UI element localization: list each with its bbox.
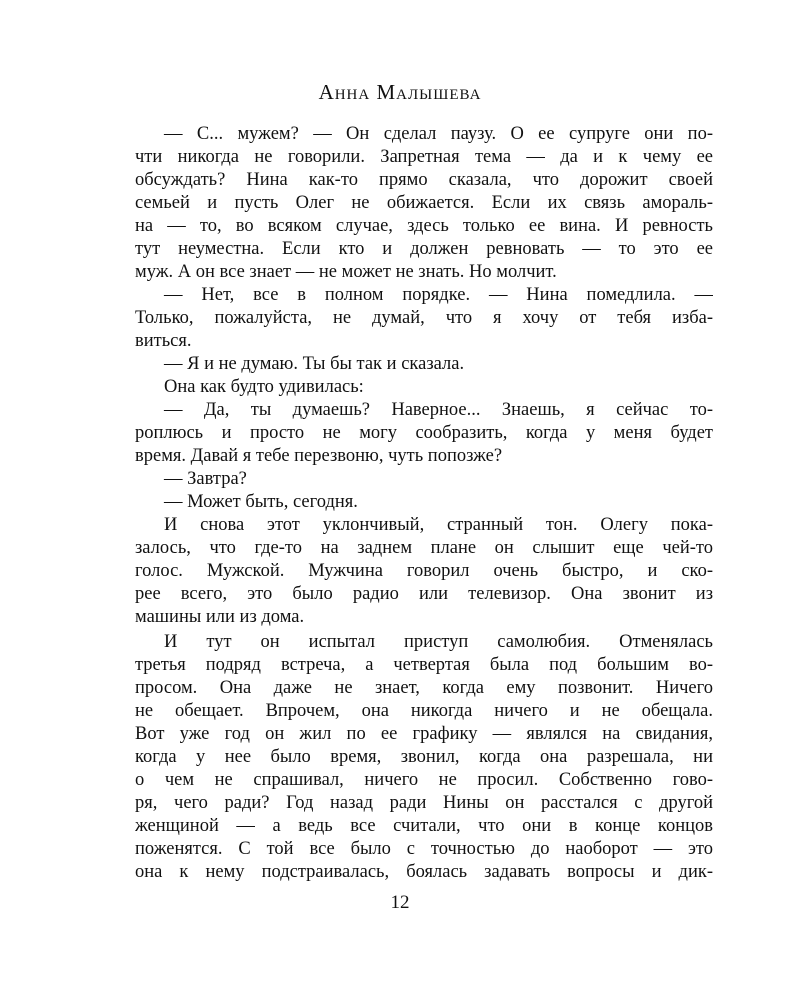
text-line: И тут он испытал приступ самолюбия. Отменялась: [164, 632, 713, 652]
text-line: виться.: [135, 331, 192, 351]
text-line: — Я и не думаю. Ты бы так и сказала.: [164, 354, 465, 374]
text-line: Только, пожалуйста, не думай, что я хочу от тебя изба-: [135, 308, 713, 328]
text-line: она к нему подстраивалась, боялась задавать вопросы и дик-: [135, 862, 713, 882]
text-line: голос. Мужской. Мужчина говорил очень быстро, и ско-: [135, 561, 713, 581]
text-line: роплюсь и просто не могу сообразить, когда у меня будет: [135, 423, 713, 443]
text-line: поженятся. С той все было с точностью до наоборот — это: [135, 839, 713, 859]
text-line: — С... мужем? — Он сделал паузу. О ее супруге они по-: [164, 124, 713, 144]
text-line: не обещает. Впрочем, она никогда ничего и не обещала.: [135, 701, 713, 721]
text-line: рее всего, это было радио или телевизор. Она звонит из: [135, 584, 713, 604]
text-line: залось, что где-то на заднем плане он слышит еще чей-то: [135, 538, 713, 558]
text-line: — Да, ты думаешь? Наверное... Знаешь, я сейчас то-: [164, 400, 713, 420]
text-line: время. Давай я тебе перезвоню, чуть попозже?: [135, 446, 503, 466]
text-line: И снова этот уклончивый, странный тон. Олегу пока-: [164, 515, 713, 535]
text-line: Она как будто удивилась:: [164, 377, 364, 397]
body-text: [135, 123, 713, 884]
text-line: ря, чего ради? Год назад ради Нины он расстался с другой: [135, 793, 713, 813]
text-line: женщиной — а ведь все считали, что они в конце концов: [135, 816, 713, 836]
text-line: обсуждать? Нина как-то прямо сказала, что дорожит своей: [135, 170, 713, 190]
text-line: муж. А он все знает — не может не знать. Но молчит.: [135, 262, 557, 282]
text-line: третья подряд встреча, а четвертая была под большим во-: [135, 655, 713, 675]
text-line: когда у нее было время, звонил, когда она разрешала, ни: [135, 747, 713, 767]
text-line: — Может быть, сегодня.: [164, 492, 358, 512]
text-line: просом. Она даже не знает, когда ему позвонит. Ничего: [135, 678, 713, 698]
text-line: тут неуместна. Если кто и должен ревновать — то это ее: [135, 239, 713, 259]
text-line: о чем не спрашивал, ничего не просил. Собственно гово-: [135, 770, 713, 790]
text-line: машины или из дома.: [135, 607, 305, 627]
text-line: на — то, во всяком случае, здесь только ее вина. И ревность: [135, 216, 713, 236]
text-line: — Нет, все в полном порядке. — Нина помедлила. —: [164, 285, 713, 305]
text-line: — Завтра?: [164, 469, 247, 489]
text-line: Вот уже год он жил по ее графику — являлся на свидания,: [135, 724, 713, 744]
running-head-author: Анна Малышева: [318, 80, 482, 104]
text-line: чти никогда не говорили. Запретная тема — да и к чему ее: [135, 147, 713, 167]
page-number: 12: [390, 892, 410, 913]
text-line: семьей и пусть Олег не обижается. Если их связь амораль-: [135, 193, 713, 213]
